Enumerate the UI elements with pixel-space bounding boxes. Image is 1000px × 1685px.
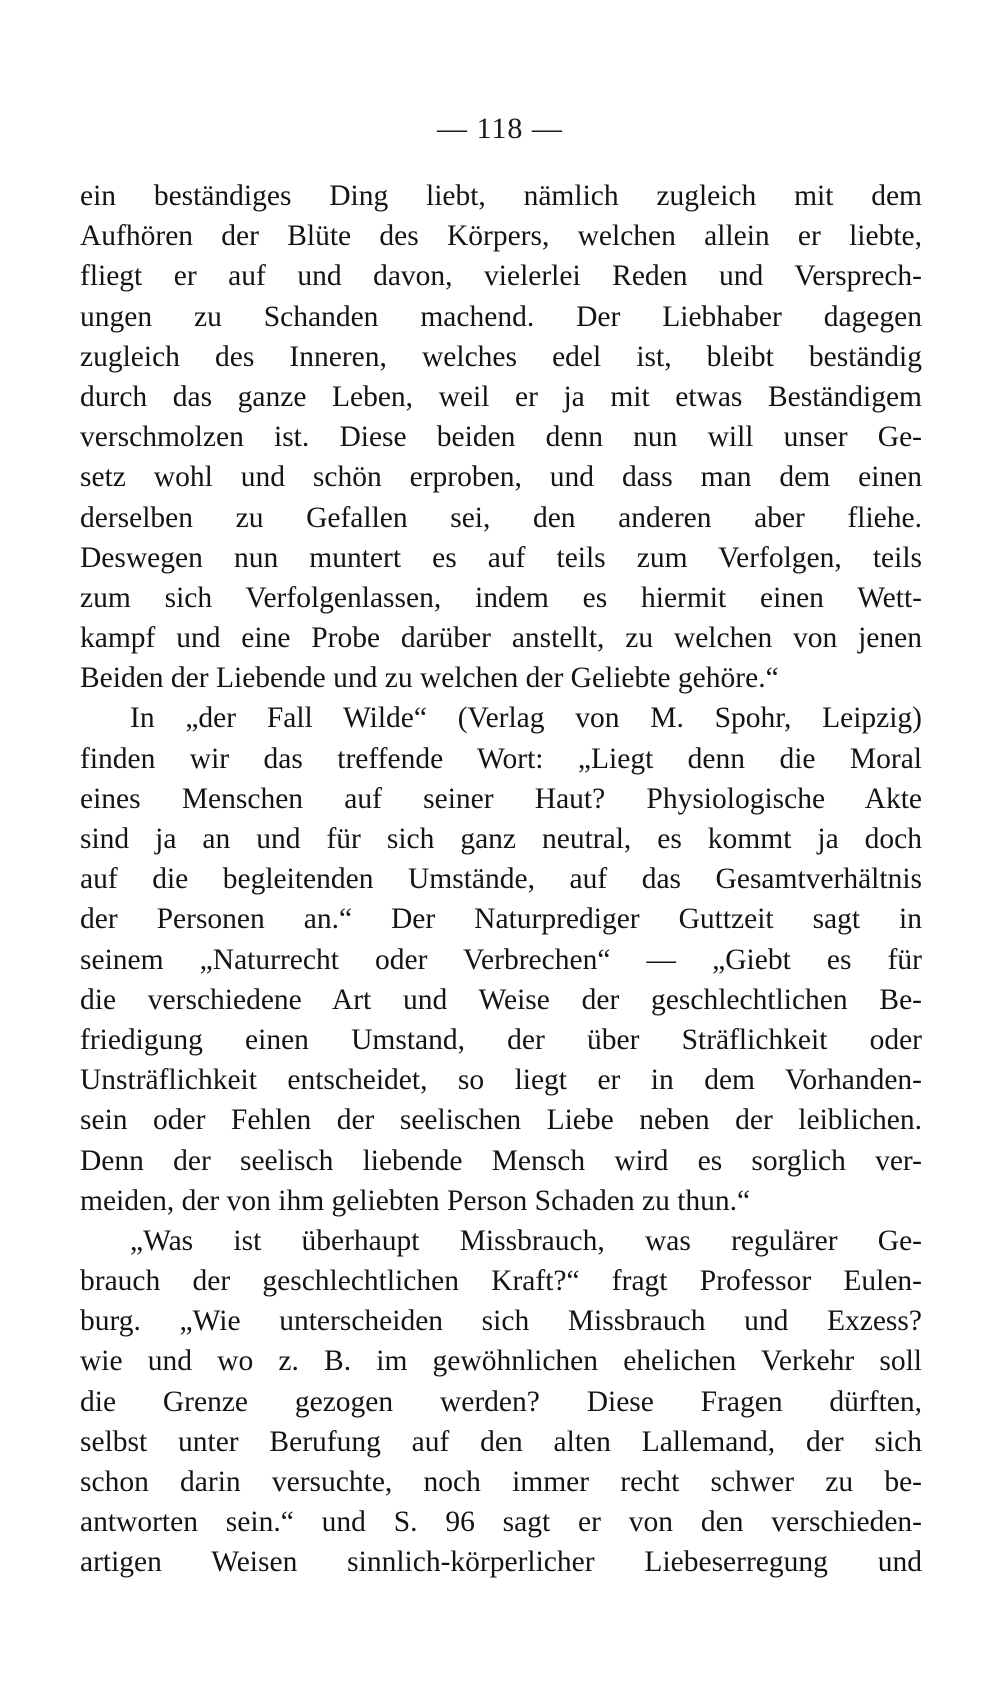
text-line: artigen Weisen sinnlich-körperlicher Liebeserregung und (80, 1546, 922, 1579)
text-line: schon darin versuchte, noch immer recht schwer zu be- (80, 1466, 922, 1498)
body-text (80, 176, 922, 1583)
text-line: selbst unter Berufung auf den alten Lallemand, der sich (80, 1425, 922, 1458)
text-line: die Grenze gezogen werden? Diese Fragen dürften, (80, 1385, 922, 1418)
page-number: — 118 — (437, 112, 563, 145)
text-line: ungen zu Schanden machend. Der Liebhaber dagegen (80, 300, 922, 333)
text-line: Denn der seelisch liebende Mensch wird es sorglich ver- (80, 1144, 922, 1177)
text-line: zugleich des Inneren, welches edel ist, bleibt beständig (80, 340, 922, 373)
text-line: verschmolzen ist. Diese beiden denn nun will unser Ge- (80, 421, 922, 454)
text-line: zum sich Verfolgenlassen, indem es hiermit einen Wett- (80, 581, 922, 614)
text-line: kampf und eine Probe darüber anstellt, zu welchen von jenen (80, 622, 922, 655)
text-line: sein oder Fehlen der seelischen Liebe neben der leiblichen. (80, 1104, 922, 1137)
text-line: Aufhören der Blüte des Körpers, welchen allein er liebte, (80, 220, 922, 253)
text-line: Beiden der Liebende und zu welchen der Geliebte gehöre.“ (80, 662, 779, 695)
text-line: meiden, der von ihm geliebten Person Schaden zu thun.“ (80, 1184, 751, 1217)
text-line: friedigung einen Umstand, der über Sträflichkeit oder (80, 1023, 922, 1056)
text-line: finden wir das treffende Wort: „Liegt denn die Moral (80, 742, 922, 775)
text-line: In „der Fall Wilde“ (Verlag von M. Spohr, Leipzig) (130, 702, 922, 735)
text-line: Unsträflichkeit entscheidet, so liegt er in dem Vorhanden- (80, 1064, 922, 1097)
text-line: wie und wo z. B. im gewöhnlichen ehelichen Verkehr soll (80, 1345, 922, 1378)
text-line: ein beständiges Ding liebt, nämlich zugleich mit dem (80, 180, 922, 212)
text-line: der Personen an.“ Der Naturprediger Guttzeit sagt in (80, 903, 922, 936)
text-line: burg. „Wie unterscheiden sich Missbrauch und Exzess? (80, 1305, 922, 1338)
text-line: fliegt er auf und davon, vielerlei Reden und Versprech- (80, 260, 922, 293)
text-line: auf die begleitenden Umstände, auf das Gesamtverhältnis (80, 863, 922, 896)
text-line: setz wohl und schön erproben, und dass man dem einen (80, 461, 922, 494)
text-line: „Was ist überhaupt Missbrauch, was regulärer Ge- (130, 1224, 922, 1257)
text-line: eines Menschen auf seiner Haut? Physiologische Akte (80, 782, 922, 815)
text-line: antworten sein.“ und S. 96 sagt er von den verschieden- (80, 1506, 922, 1539)
text-line: derselben zu Gefallen sei, den anderen aber fliehe. (80, 501, 922, 534)
text-line: Deswegen nun muntert es auf teils zum Verfolgen, teils (80, 541, 922, 574)
text-line: seinem „Naturrecht oder Verbrechen“ — „Giebt es für (80, 943, 922, 976)
text-line: sind ja an und für sich ganz neutral, es kommt ja doch (80, 823, 922, 855)
text-line: durch das ganze Leben, weil er ja mit etwas Beständigem (80, 380, 922, 413)
text-line: brauch der geschlechtlichen Kraft?“ fragt Professor Eulen- (80, 1265, 922, 1298)
text-line: die verschiedene Art und Weise der geschlechtlichen Be- (80, 983, 922, 1016)
